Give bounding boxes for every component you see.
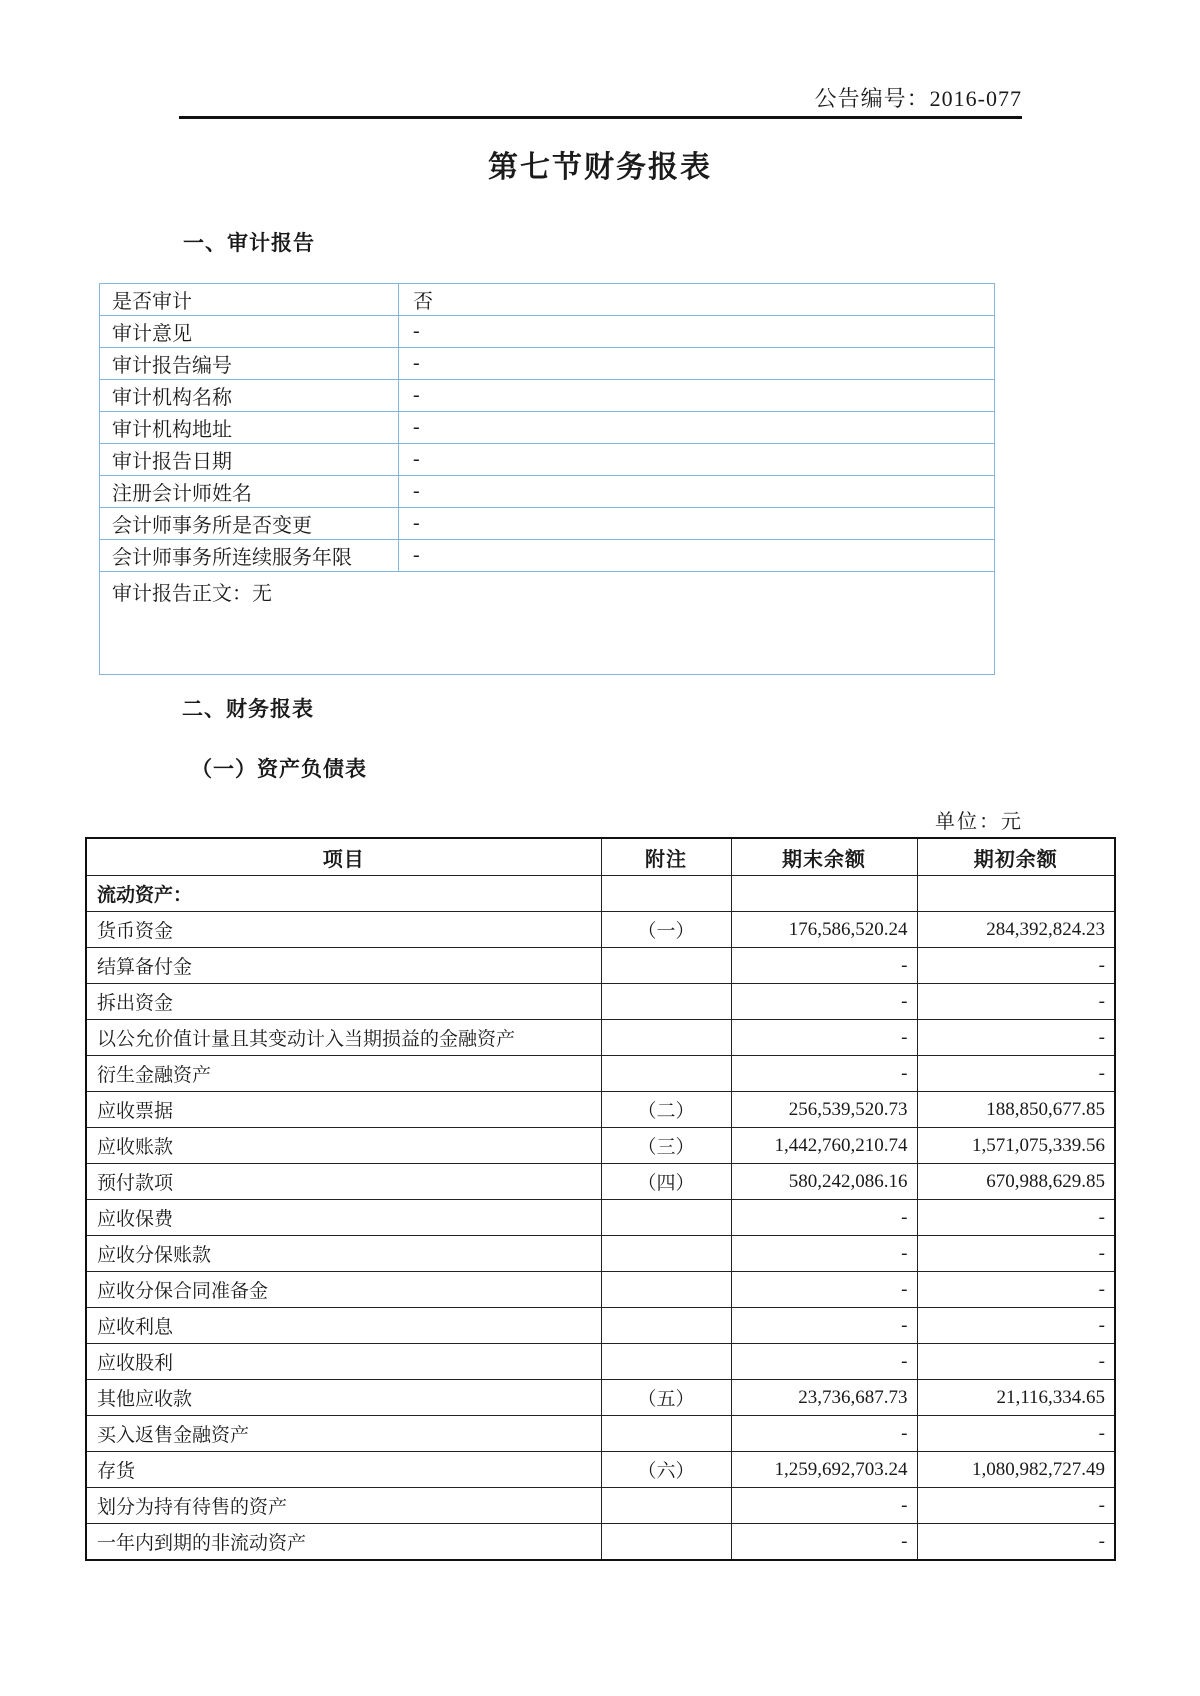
balance-sheet-ending-balance: - <box>731 1308 917 1344</box>
balance-sheet-note: （二） <box>601 1092 731 1128</box>
balance-sheet-ending-balance: - <box>731 948 917 984</box>
audit-table-row <box>100 476 995 508</box>
balance-sheet-note <box>601 1344 731 1380</box>
balance-sheet-item-name: 应收账款 <box>86 1128 601 1164</box>
balance-sheet-ending-balance: - <box>731 1524 917 1561</box>
audit-row-label: 审计报告日期 <box>100 444 399 476</box>
audit-row-value: 否 <box>399 284 995 316</box>
balance-sheet-item-name: 应收保费 <box>86 1200 601 1236</box>
balance-sheet-ending-balance: 23,736,687.73 <box>731 1380 917 1416</box>
balance-sheet-item-name: 应收票据 <box>86 1092 601 1128</box>
balance-sheet-ending-balance: - <box>731 1200 917 1236</box>
balance-sheet-row <box>86 1056 1115 1092</box>
audit-row-label: 会计师事务所连续服务年限 <box>100 540 399 572</box>
balance-sheet-note: （四） <box>601 1164 731 1200</box>
audit-table-row <box>100 284 995 316</box>
balance-sheet-note: （六） <box>601 1452 731 1488</box>
balance-sheet-ending-balance: - <box>731 1020 917 1056</box>
balance-sheet-row <box>86 984 1115 1020</box>
section-heading-financial-statements: 二、财务报表 <box>182 698 314 721</box>
balance-sheet-ending-balance: - <box>731 1416 917 1452</box>
balance-sheet-row <box>86 1380 1115 1416</box>
balance-sheet-beginning-balance: - <box>917 1524 1115 1561</box>
balance-sheet-beginning-balance: 1,571,075,339.56 <box>917 1128 1115 1164</box>
balance-sheet-item-name: 拆出资金 <box>86 984 601 1020</box>
audit-row-label: 是否审计 <box>100 284 399 316</box>
announcement-number: 公告编号：2016-077 <box>814 86 1022 111</box>
audit-table-row <box>100 316 995 348</box>
balance-sheet-beginning-balance: - <box>917 1416 1115 1452</box>
balance-sheet-item-name: 应收分保合同准备金 <box>86 1272 601 1308</box>
balance-sheet-note <box>601 1488 731 1524</box>
page-title: 第七节财务报表 <box>488 151 712 184</box>
balance-sheet-note <box>601 1020 731 1056</box>
audit-table-row <box>100 380 995 412</box>
balance-sheet-note <box>601 984 731 1020</box>
balance-sheet-row <box>86 912 1115 948</box>
audit-row-label: 注册会计师姓名 <box>100 476 399 508</box>
balance-sheet-beginning-balance: 670,988,629.85 <box>917 1164 1115 1200</box>
balance-sheet-beginning-balance: - <box>917 948 1115 984</box>
section-heading-audit-report: 一、审计报告 <box>183 232 315 255</box>
balance-sheet-note <box>601 1416 731 1452</box>
balance-sheet-note <box>601 1308 731 1344</box>
balance-sheet-row <box>86 1524 1115 1561</box>
balance-sheet-beginning-balance: - <box>917 984 1115 1020</box>
balance-sheet-item-name: 流动资产： <box>86 876 601 912</box>
balance-sheet-item-name: 一年内到期的非流动资产 <box>86 1524 601 1561</box>
balance-sheet-beginning-balance: 188,850,677.85 <box>917 1092 1115 1128</box>
balance-sheet-row <box>86 1200 1115 1236</box>
balance-sheet-item-name: 买入返售金融资产 <box>86 1416 601 1452</box>
balance-sheet-item-name: 以公允价值计量且其变动计入当期损益的金融资产 <box>86 1020 601 1056</box>
audit-report-body-text: 审计报告正文：无 <box>100 572 995 675</box>
balance-sheet-beginning-balance: - <box>917 1200 1115 1236</box>
balance-sheet-note <box>601 1524 731 1561</box>
balance-sheet-note <box>601 1236 731 1272</box>
balance-sheet-ending-balance: 176,586,520.24 <box>731 912 917 948</box>
balance-sheet-row <box>86 1164 1115 1200</box>
balance-sheet-table <box>85 837 1116 1561</box>
balance-sheet-ending-balance: 1,442,760,210.74 <box>731 1128 917 1164</box>
audit-row-label: 审计机构名称 <box>100 380 399 412</box>
balance-sheet-ending-balance: - <box>731 1272 917 1308</box>
balance-sheet-row <box>86 1236 1115 1272</box>
balance-sheet-row <box>86 1020 1115 1056</box>
audit-table-row <box>100 412 995 444</box>
balance-sheet-row <box>86 1308 1115 1344</box>
balance-sheet-beginning-balance: - <box>917 1488 1115 1524</box>
audit-report-body-row <box>100 572 995 675</box>
balance-sheet-note <box>601 948 731 984</box>
audit-row-value: - <box>399 444 995 476</box>
audit-row-value: - <box>399 316 995 348</box>
balance-sheet-ending-balance: 256,539,520.73 <box>731 1092 917 1128</box>
column-header-item: 项目 <box>86 838 601 876</box>
balance-sheet-ending-balance: 580,242,086.16 <box>731 1164 917 1200</box>
audit-row-label: 审计报告编号 <box>100 348 399 380</box>
balance-sheet-beginning-balance: - <box>917 1056 1115 1092</box>
balance-sheet-item-name: 货币资金 <box>86 912 601 948</box>
balance-sheet-item-name: 其他应收款 <box>86 1380 601 1416</box>
balance-sheet-row <box>86 948 1115 984</box>
column-header-note: 附注 <box>601 838 731 876</box>
column-header-ending-balance: 期末余额 <box>731 838 917 876</box>
balance-sheet-row <box>86 1416 1115 1452</box>
balance-sheet-header-row <box>86 838 1115 876</box>
audit-row-value: - <box>399 508 995 540</box>
audit-row-label: 会计师事务所是否变更 <box>100 508 399 540</box>
balance-sheet-item-name: 存货 <box>86 1452 601 1488</box>
balance-sheet-note <box>601 1056 731 1092</box>
audit-row-value: - <box>399 348 995 380</box>
balance-sheet-beginning-balance: - <box>917 1236 1115 1272</box>
balance-sheet-item-name: 衍生金融资产 <box>86 1056 601 1092</box>
audit-row-label: 审计机构地址 <box>100 412 399 444</box>
balance-sheet-note <box>601 1200 731 1236</box>
audit-row-value: - <box>399 476 995 508</box>
balance-sheet-row <box>86 1452 1115 1488</box>
balance-sheet-beginning-balance: - <box>917 1020 1115 1056</box>
balance-sheet-item-name: 结算备付金 <box>86 948 601 984</box>
balance-sheet-row <box>86 1092 1115 1128</box>
balance-sheet-row <box>86 1128 1115 1164</box>
balance-sheet-beginning-balance: - <box>917 1344 1115 1380</box>
audit-table-row <box>100 444 995 476</box>
balance-sheet-item-name: 应收股利 <box>86 1344 601 1380</box>
balance-sheet-row <box>86 1488 1115 1524</box>
balance-sheet-row <box>86 1272 1115 1308</box>
audit-report-table <box>99 283 995 675</box>
balance-sheet-ending-balance: - <box>731 984 917 1020</box>
audit-table-row <box>100 508 995 540</box>
audit-row-value: - <box>399 540 995 572</box>
column-header-beginning-balance: 期初余额 <box>917 838 1115 876</box>
audit-row-value: - <box>399 412 995 444</box>
balance-sheet-beginning-balance: 21,116,334.65 <box>917 1380 1115 1416</box>
balance-sheet-beginning-balance: 284,392,824.23 <box>917 912 1115 948</box>
balance-sheet-row <box>86 1344 1115 1380</box>
balance-sheet-item-name: 划分为持有待售的资产 <box>86 1488 601 1524</box>
balance-sheet-note: （三） <box>601 1128 731 1164</box>
balance-sheet-beginning-balance: - <box>917 1308 1115 1344</box>
balance-sheet-ending-balance: - <box>731 1488 917 1524</box>
audit-table-row <box>100 348 995 380</box>
balance-sheet-ending-balance: - <box>731 1056 917 1092</box>
header-rule <box>179 116 1022 119</box>
balance-sheet-ending-balance: 1,259,692,703.24 <box>731 1452 917 1488</box>
unit-label: 单位：元 <box>935 811 1023 833</box>
balance-sheet-item-name: 应收利息 <box>86 1308 601 1344</box>
audit-row-value: - <box>399 380 995 412</box>
balance-sheet-note <box>601 876 731 912</box>
balance-sheet-item-name: 应收分保账款 <box>86 1236 601 1272</box>
balance-sheet-beginning-balance <box>917 876 1115 912</box>
balance-sheet-item-name: 预付款项 <box>86 1164 601 1200</box>
balance-sheet-ending-balance: - <box>731 1236 917 1272</box>
audit-table-row <box>100 540 995 572</box>
balance-sheet-ending-balance: - <box>731 1344 917 1380</box>
audit-row-label: 审计意见 <box>100 316 399 348</box>
balance-sheet-beginning-balance: - <box>917 1272 1115 1308</box>
balance-sheet-note: （五） <box>601 1380 731 1416</box>
balance-sheet-note: （一） <box>601 912 731 948</box>
balance-sheet-beginning-balance: 1,080,982,727.49 <box>917 1452 1115 1488</box>
balance-sheet-note <box>601 1272 731 1308</box>
balance-sheet-row <box>86 876 1115 912</box>
subsection-heading-balance-sheet: （一）资产负债表 <box>191 758 367 781</box>
balance-sheet-ending-balance <box>731 876 917 912</box>
